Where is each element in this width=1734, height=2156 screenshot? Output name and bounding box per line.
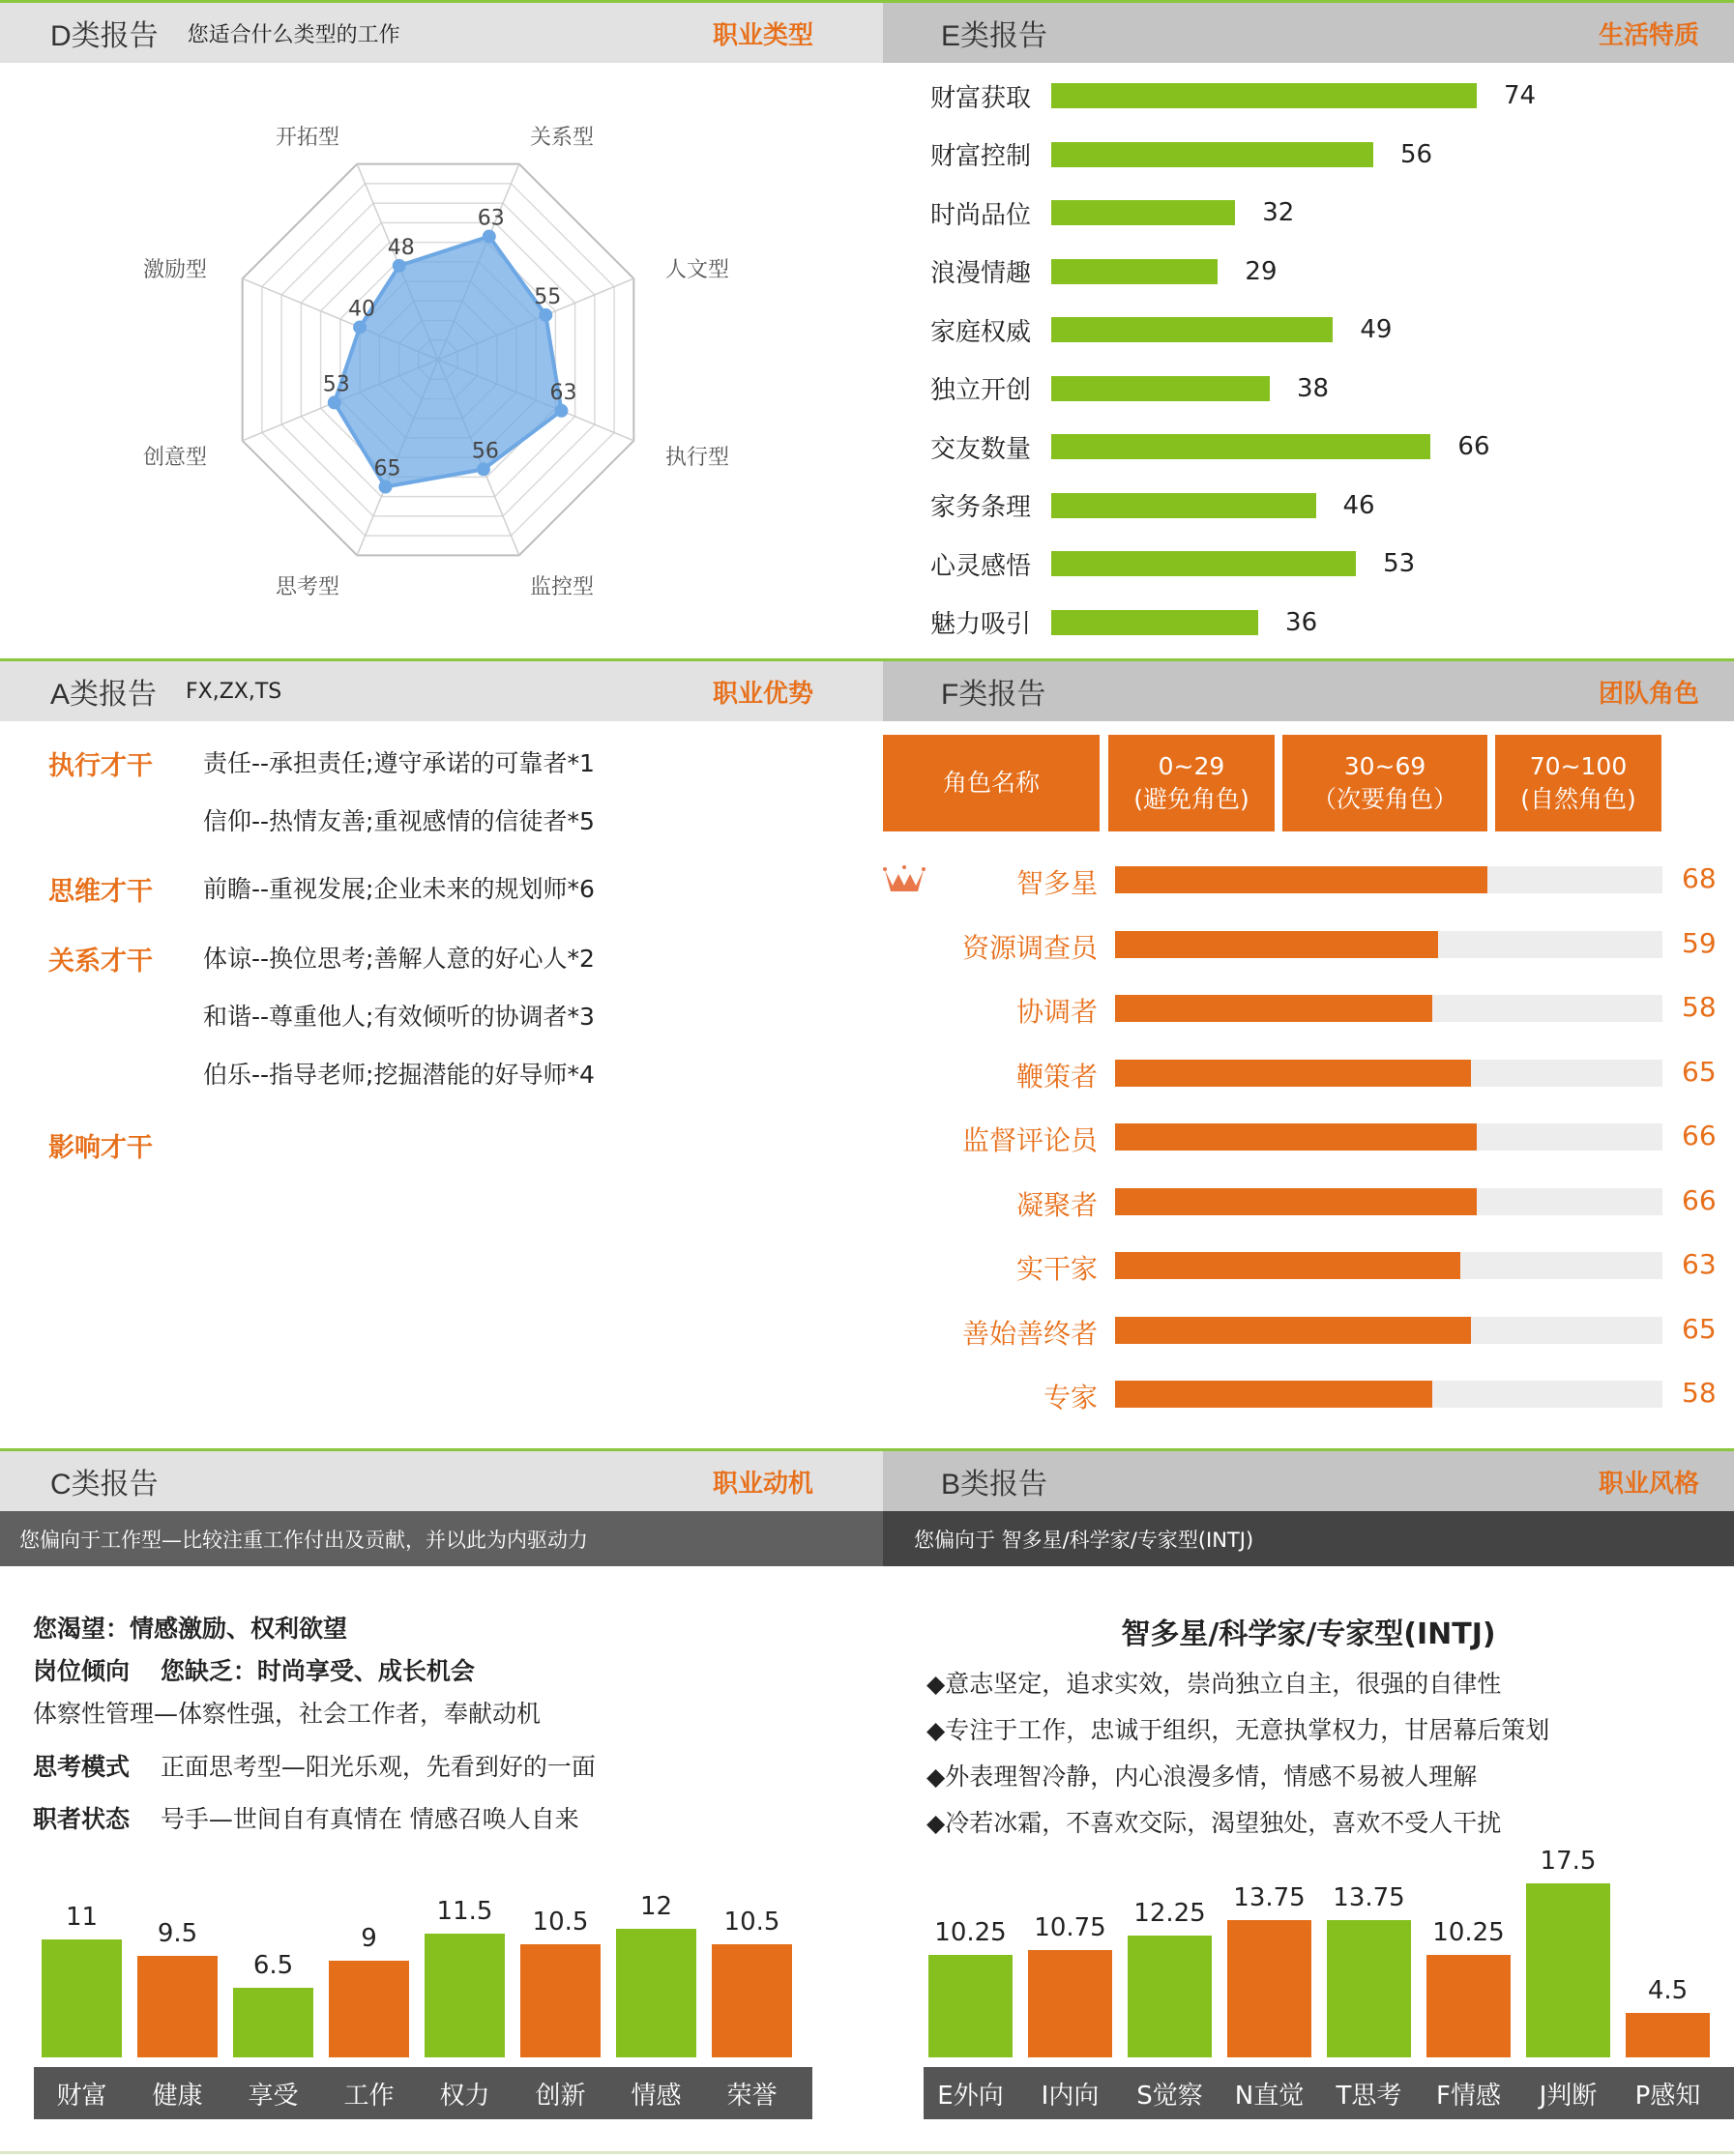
f-role-track xyxy=(1115,1381,1662,1408)
f-role-row xyxy=(883,925,1734,964)
b-trait: ◆意志坚定，追求实效，崇尚独立自主，很强的自律性 xyxy=(926,1670,1502,1698)
e-bar-label: 财富控制 xyxy=(930,142,1032,171)
b-type-title: 智多星/科学家/专家型(INTJ) xyxy=(1121,1617,1496,1651)
column-value: 12.25 xyxy=(1133,1898,1206,1928)
column-value: 10.25 xyxy=(934,1918,1007,1948)
f-header-line: (自然角色) xyxy=(1520,785,1636,813)
column-axis-bar xyxy=(34,2067,812,2119)
c-desire-line xyxy=(33,1610,347,1645)
f-role-row xyxy=(883,989,1734,1028)
b-trait: ◆外表理智冷静，内心浪漫多情，情感不易被人理解 xyxy=(926,1763,1478,1791)
f-role-track xyxy=(1115,1188,1662,1215)
c-state-line xyxy=(33,1800,579,1835)
radar-axis-label: 监控型 xyxy=(530,575,595,599)
column-axis-label: 财富 xyxy=(56,2081,107,2111)
c-thinking-label: 思考模式 xyxy=(33,1753,131,1781)
f-header-line: 30~69 xyxy=(1343,752,1426,780)
f-role-value: 58 xyxy=(1682,1377,1717,1409)
column-axis-label: 工作 xyxy=(343,2081,395,2111)
radar-value-label: 63 xyxy=(549,380,577,405)
a-report-tag: 职业优势 xyxy=(712,679,813,709)
radar-data-point xyxy=(328,395,341,409)
column-bar xyxy=(928,1918,1013,2057)
radar-data-point xyxy=(393,259,406,273)
f-role-row xyxy=(883,1246,1734,1285)
column-value: 11.5 xyxy=(436,1897,493,1927)
radar-axis-label: 执行型 xyxy=(665,446,730,470)
f-header-natural xyxy=(1495,735,1661,831)
f-role-fill xyxy=(1115,1060,1471,1087)
e-bar-value: 66 xyxy=(1457,432,1490,461)
e-bar-fill xyxy=(1051,376,1270,401)
f-role-name: 协调者 xyxy=(1015,996,1098,1028)
column-axis-label: T思考 xyxy=(1336,2081,1402,2111)
f-header-secondary xyxy=(1282,735,1487,831)
f-role-name: 实干家 xyxy=(1015,1253,1098,1285)
e-bar-label: 魅力吸引 xyxy=(930,610,1032,639)
f-role-name: 善始善终者 xyxy=(961,1317,1098,1350)
radar-data-point xyxy=(353,320,367,334)
column-bar xyxy=(1128,1898,1212,2057)
column-bar xyxy=(137,1918,218,2057)
e-bar-row xyxy=(930,427,1490,466)
column-bar xyxy=(616,1891,696,2057)
f-header-line: 70~100 xyxy=(1529,752,1628,780)
f-role-name: 凝聚者 xyxy=(1015,1188,1098,1221)
column-axis-label: 健康 xyxy=(152,2081,203,2111)
column-bar xyxy=(1227,1883,1311,2057)
e-bar-row xyxy=(930,76,1536,115)
f-role-fill xyxy=(1115,1188,1477,1215)
column-value: 13.75 xyxy=(1333,1883,1405,1913)
d-report-subtitle: 您适合什么类型的工作 xyxy=(187,22,400,47)
f-role-track xyxy=(1115,1060,1662,1087)
e-bar-fill xyxy=(1051,317,1333,342)
e-bar-fill xyxy=(1051,259,1218,284)
f-role-name: 资源调查员 xyxy=(961,931,1098,964)
a-item: 责任--承担责任;遵守承诺的可靠者*1 xyxy=(203,749,595,777)
f-report-tag: 团队角色 xyxy=(1598,679,1699,709)
d-report-tag: 职业类型 xyxy=(712,20,813,50)
b-report-summary: 您偏向于 智多星/科学家/专家型(INTJ) xyxy=(914,1528,1254,1552)
radar-axis-label: 激励型 xyxy=(143,258,208,282)
f-role-track xyxy=(1115,1123,1662,1151)
column-bar xyxy=(42,1902,122,2057)
column-bar xyxy=(1426,1918,1511,2057)
column-value: 6.5 xyxy=(252,1950,294,1980)
e-bar-fill xyxy=(1051,610,1258,635)
b-report-summary-bar xyxy=(883,1511,1734,1566)
f-role-row xyxy=(883,1375,1734,1413)
radar-data-point xyxy=(554,404,568,418)
a-category-execution: 执行才干 xyxy=(48,751,153,781)
c-lack-label: 您缺乏： xyxy=(160,1657,257,1685)
e-bar-fill xyxy=(1051,551,1356,576)
column-axis-bar xyxy=(924,2067,1734,2119)
e-bar-fill xyxy=(1051,493,1316,518)
f-role-value: 58 xyxy=(1682,991,1717,1023)
divider-bottom xyxy=(0,2151,1734,2154)
column-bar xyxy=(1626,1975,1710,2057)
f-header-line: 角色名称 xyxy=(942,769,1040,797)
e-bar-row xyxy=(930,310,1392,349)
radar-data-point xyxy=(379,481,393,494)
e-bar-row xyxy=(930,193,1294,232)
f-header-line: (避免角色) xyxy=(1133,785,1249,813)
f-role-track xyxy=(1115,995,1662,1022)
c-state-label: 职者状态 xyxy=(33,1805,131,1833)
column-axis-label: I内向 xyxy=(1041,2081,1100,2111)
f-role-value: 66 xyxy=(1682,1183,1717,1216)
a-report-title: A类报告 xyxy=(50,679,158,711)
d-report-header xyxy=(0,3,883,63)
column-axis-label: 权力 xyxy=(439,2081,490,2111)
column-value: 10.75 xyxy=(1034,1913,1106,1943)
d-report-title: D类报告 xyxy=(50,20,159,52)
e-bar-value: 46 xyxy=(1342,490,1375,520)
f-role-name: 鞭策者 xyxy=(1015,1060,1098,1093)
f-role-fill xyxy=(1115,1123,1477,1151)
column-bar xyxy=(1327,1883,1411,2057)
b-trait: ◆专注于工作，忠诚于组织，无意执掌权力，甘居幕后策划 xyxy=(926,1716,1550,1744)
a-item: 伯乐--指导老师;挖掘潜能的好导师*4 xyxy=(203,1061,595,1089)
c-report-tag: 职业动机 xyxy=(712,1469,813,1499)
f-role-value: 66 xyxy=(1682,1120,1717,1151)
e-bar-label: 独立开创 xyxy=(930,376,1032,405)
e-bar-value: 49 xyxy=(1360,315,1393,344)
radar-value-label: 63 xyxy=(477,206,505,231)
a-item: 和谐--尊重他人;有效倾听的协调者*3 xyxy=(203,1003,595,1031)
f-report-title: F类报告 xyxy=(941,679,1046,711)
f-header-line: 0~29 xyxy=(1158,752,1225,780)
f-role-track xyxy=(1115,866,1662,893)
e-bar-row xyxy=(930,135,1432,174)
f-role-value: 59 xyxy=(1682,926,1717,959)
f-role-row xyxy=(883,1311,1734,1350)
column-bar xyxy=(1526,1846,1610,2057)
column-bar xyxy=(329,1924,409,2057)
b-report-tag: 职业风格 xyxy=(1598,1469,1699,1499)
a-item: 体谅--换位思考;善解人意的好心人*2 xyxy=(203,945,595,973)
radar-value-label: 56 xyxy=(471,439,499,464)
e-bar-row xyxy=(930,252,1278,291)
radar-value-label: 55 xyxy=(534,284,562,309)
c-report-summary-bar xyxy=(0,1511,883,1566)
c-lack-value: 时尚享受、成长机会 xyxy=(256,1657,475,1685)
f-role-row xyxy=(883,1054,1734,1093)
radar-value-label: 65 xyxy=(373,456,401,481)
e-bar-fill xyxy=(1051,142,1373,167)
c-desire-label: 您渴望： xyxy=(33,1615,131,1643)
radar-axis-label: 思考型 xyxy=(276,575,340,599)
e-bar-label: 时尚品位 xyxy=(930,200,1032,230)
c-thinking-value: 正面思考型—阳光乐观，先看到好的一面 xyxy=(160,1753,596,1781)
column-value: 17.5 xyxy=(1540,1846,1597,1876)
c-position-label: 岗位倾向 xyxy=(33,1657,131,1685)
column-bar xyxy=(1028,1913,1112,2057)
column-value: 10.5 xyxy=(532,1908,589,1937)
f-role-track xyxy=(1115,1252,1662,1279)
e-bar-row xyxy=(930,544,1415,583)
column-value: 12 xyxy=(639,1891,673,1921)
e-bar-value: 53 xyxy=(1383,549,1416,578)
column-axis-label: N直觉 xyxy=(1234,2081,1305,2111)
c-position-line xyxy=(33,1652,475,1687)
e-bar-label: 家务条理 xyxy=(930,493,1032,522)
c-report-summary: 您偏向于工作型—比较注重工作付出及贡献，并以此为内驱动力 xyxy=(19,1528,588,1552)
c-state-value: 号手—世间自有真情在 情感召唤人自来 xyxy=(160,1805,579,1833)
e-bar-label: 家庭权威 xyxy=(930,317,1032,347)
radar-data-point xyxy=(539,308,552,322)
e-bar-fill xyxy=(1051,200,1235,225)
radar-axis-label: 创意型 xyxy=(143,446,208,470)
f-role-fill xyxy=(1115,866,1487,893)
e-bar-fill xyxy=(1051,434,1430,459)
a-report-subtitle: FX,ZX,TS xyxy=(186,679,282,704)
e-bar-row xyxy=(930,486,1375,525)
column-axis-label: P感知 xyxy=(1634,2081,1701,2111)
column-bar xyxy=(233,1950,313,2057)
column-axis-label: 情感 xyxy=(631,2081,682,2111)
f-report-header xyxy=(883,661,1734,721)
radar-chart xyxy=(0,63,883,658)
f-role-value: 65 xyxy=(1682,1055,1717,1088)
radar-data-point xyxy=(477,462,490,476)
e-bar-value: 56 xyxy=(1399,139,1433,169)
radar-axis-label: 人文型 xyxy=(665,258,730,282)
f-header-avoid xyxy=(1108,735,1275,831)
column-axis-label: F情感 xyxy=(1436,2081,1501,2111)
column-axis-label: J判断 xyxy=(1539,2081,1598,2111)
e-bar-value: 38 xyxy=(1296,373,1330,403)
radar-value-label: 48 xyxy=(387,235,415,260)
e-bar-row xyxy=(930,369,1329,408)
column-axis-label: E外向 xyxy=(937,2081,1004,2111)
b-report-header xyxy=(883,1451,1734,1511)
f-role-row xyxy=(883,1182,1734,1221)
f-role-fill xyxy=(1115,1252,1460,1279)
e-report-title: E类报告 xyxy=(941,20,1048,52)
e-bar-row xyxy=(930,603,1317,642)
f-role-track xyxy=(1115,1317,1662,1344)
f-role-name: 智多星 xyxy=(1015,867,1098,899)
a-category-relationship: 关系才干 xyxy=(48,947,153,976)
c-desire-value: 情感激励、权利欲望 xyxy=(130,1615,348,1643)
radar-axis-label: 开拓型 xyxy=(276,126,340,150)
f-role-value: 65 xyxy=(1682,1312,1717,1345)
column-axis-label: S觉察 xyxy=(1136,2081,1203,2111)
column-bar xyxy=(712,1908,792,2057)
c-report-title: C类报告 xyxy=(50,1469,159,1500)
e-report-tag: 生活特质 xyxy=(1598,20,1699,50)
column-value: 9 xyxy=(361,1924,377,1954)
e-bar-label: 交友数量 xyxy=(930,434,1032,464)
e-bar-value: 74 xyxy=(1504,81,1537,110)
column-value: 4.5 xyxy=(1647,1975,1689,2005)
f-role-fill xyxy=(1115,931,1438,958)
c-position-value: 体察性管理—体察性强，社会工作者，奉献动机 xyxy=(33,1700,542,1728)
column-bar xyxy=(520,1908,601,2057)
f-role-fill xyxy=(1115,995,1432,1022)
f-role-value: 63 xyxy=(1682,1248,1717,1280)
f-role-row xyxy=(883,1118,1734,1156)
radar-data-point xyxy=(483,230,496,244)
f-role-fill xyxy=(1115,1381,1432,1408)
column-value: 10.25 xyxy=(1432,1918,1505,1948)
a-item: 信仰--热情友善;重视感情的信徒者*5 xyxy=(203,807,595,835)
c-report-header xyxy=(0,1451,883,1511)
e-bar-label: 心灵感悟 xyxy=(930,551,1032,581)
e-bar-value: 29 xyxy=(1245,256,1278,286)
a-item: 前瞻--重视发展;企业未来的规划师*6 xyxy=(203,875,595,903)
radar-series-area xyxy=(335,237,562,487)
b-report-title: B类报告 xyxy=(941,1469,1048,1500)
e-report-header xyxy=(883,3,1734,63)
radar-value-label: 40 xyxy=(348,297,376,322)
a-category-influence: 影响才干 xyxy=(48,1133,153,1163)
e-bar-fill xyxy=(1051,83,1477,108)
column-value: 9.5 xyxy=(157,1918,198,1948)
column-value: 11 xyxy=(65,1902,99,1932)
f-role-name: 专家 xyxy=(1043,1382,1098,1413)
a-report-header xyxy=(0,661,883,721)
f-header-role-name xyxy=(883,735,1100,831)
c-thinking-line xyxy=(33,1748,596,1783)
e-bar-label: 财富获取 xyxy=(930,83,1032,113)
f-role-name: 监督评论员 xyxy=(961,1124,1098,1156)
f-role-value: 68 xyxy=(1682,862,1717,894)
a-category-thinking: 思维才干 xyxy=(48,877,153,907)
radar-value-label: 53 xyxy=(322,372,350,397)
f-role-track xyxy=(1115,931,1662,958)
f-role-row xyxy=(883,860,1734,899)
column-bar xyxy=(425,1897,505,2057)
f-header-line: （次要角色） xyxy=(1311,785,1457,813)
e-bar-value: 32 xyxy=(1262,198,1295,227)
column-axis-label: 荣誉 xyxy=(726,2081,778,2111)
column-axis-label: 创新 xyxy=(535,2081,586,2111)
column-axis-label: 享受 xyxy=(248,2081,299,2111)
f-role-fill xyxy=(1115,1317,1471,1344)
b-trait: ◆冷若冰霜，不喜欢交际，渴望独处，喜欢不受人干扰 xyxy=(926,1809,1502,1837)
e-bar-label: 浪漫情趣 xyxy=(930,259,1032,288)
radar-axis-label: 关系型 xyxy=(530,126,595,150)
column-value: 13.75 xyxy=(1233,1883,1306,1913)
column-value: 10.5 xyxy=(723,1908,780,1937)
e-bar-value: 36 xyxy=(1285,607,1318,637)
